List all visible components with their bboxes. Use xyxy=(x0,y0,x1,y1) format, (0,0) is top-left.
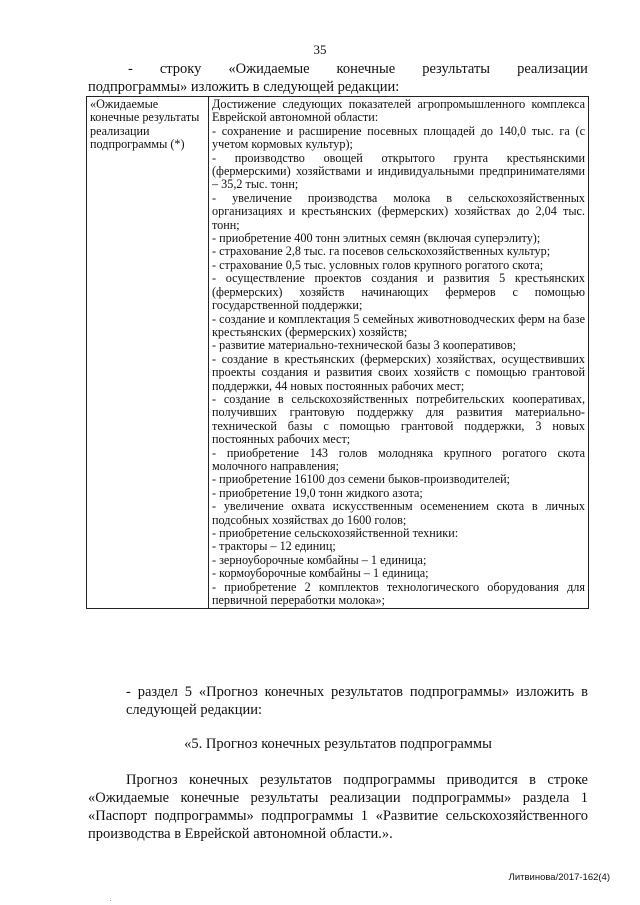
list-item: - приобретение 143 голов молодняка крупного рогатого скота молочного направления; xyxy=(212,445,585,473)
list-item: - приобретение 19,0 тонн жидкого азота; xyxy=(212,485,423,500)
list-item: - создание в крестьянских (фермерских) хозяйствах, осуществивших проекты создания и развития своих хозяйств с помощью грантовой поддержки, 44 новых постоянных рабочих мест; xyxy=(212,351,585,393)
intro-paragraph xyxy=(88,60,588,96)
list-item: - производство овощей открытого грунта крестьянскими (фермерскими) хозяйствами и индивидуальными предпринимателями – 35,2 тыс. тонн; xyxy=(212,150,585,192)
intro-word: строку xyxy=(159,61,202,77)
section5-instruction: - раздел 5 «Прогноз конечных результатов подпрограммы» изложить в следующей редакции: xyxy=(126,684,588,718)
document-footer-code: Литвинова/2017-162(4) xyxy=(508,872,610,883)
list-item: - увеличение охвата искусственным осеменением скота в личных подсобных хозяйствах до 1600 голов; xyxy=(212,499,585,527)
table-content-cell xyxy=(209,97,589,609)
scan-artifact-dot xyxy=(110,900,111,901)
list-item: - осуществление проектов создания и развития 5 крестьянских (фермерских) хозяйств начинающих фермеров с помощью государственной поддержки; xyxy=(212,271,585,313)
list-item: - тракторы – 12 единиц; xyxy=(212,539,336,554)
list-item: - сохранение и расширение посевных площадей до 140,0 тыс. га (с учетом кормовых культур); xyxy=(212,123,585,152)
intro-line-1 xyxy=(88,60,588,78)
list-item: - увеличение производства молока в сельскохозяйственных организациях и крестьянских (фермерских) хозяйствах до 2,04 тыс. тонн; xyxy=(212,190,585,232)
intro-word: реализации xyxy=(517,61,588,77)
intro-word: результаты xyxy=(422,61,491,77)
section5-paragraph: Прогноз конечных результатов подпрограммы приводится в строке «Ожидаемые конечные результаты реализации подпрограммы» раздела 1 «Паспорт подпрограммы» подпрограммы 1 «Развитие сельскохозяйственного производства в Еврейской автономной области.». xyxy=(88,772,588,842)
list-item: - приобретение 2 комплектов технологического оборудования для первичной переработки молока»; xyxy=(212,579,585,608)
list-item: - развитие материально-технической базы 3 кооперативов; xyxy=(212,338,517,353)
section5-heading: «5. Прогноз конечных результатов подпрограммы xyxy=(184,736,492,752)
list-item: - создание и комплектация 5 семейных животноводческих ферм на базе крестьянских (фермерских) хозяйств; xyxy=(212,311,585,339)
list-item: - кормоуборочные комбайны – 1 единица; xyxy=(212,566,429,581)
list-item: - приобретение 400 тонн элитных семян (включая суперэлиту); xyxy=(212,231,541,246)
list-item: - страхование 0,5 тыс. условных голов крупного рогатого скота; xyxy=(212,257,544,272)
results-table xyxy=(86,96,589,609)
intro-word: «Ожидаемые xyxy=(228,61,310,77)
intro-line-2: подпрограммы» изложить в следующей редакции: xyxy=(88,79,400,95)
intro-word: конечные xyxy=(336,61,396,77)
list-item: Достижение следующих показателей агропромышленного комплекса Еврейской автономной области: xyxy=(212,97,585,125)
table-row xyxy=(87,97,589,609)
list-item: - страхование 2,8 тыс. га посевов сельскохозяйственных культур; xyxy=(212,244,551,259)
intro-word: - xyxy=(128,61,133,77)
list-item: - приобретение 16100 доз семени быков-производителей; xyxy=(212,472,511,487)
list-item: - зерноуборочные комбайны – 1 единица; xyxy=(212,552,427,567)
list-item: - приобретение сельскохозяйственной техники: xyxy=(212,526,459,540)
page-number: 35 xyxy=(313,42,327,57)
table-label-cell: «Ожидаемые конечные результаты реализации подпрограммы (*) xyxy=(87,97,209,609)
list-item: - создание в сельскохозяйственных потребительских кооперативах, получивших грантовую поддержку для развития материально-технической базы с помощью грантовой поддержки, 3 новых постоянных рабочих мест; xyxy=(212,391,585,447)
